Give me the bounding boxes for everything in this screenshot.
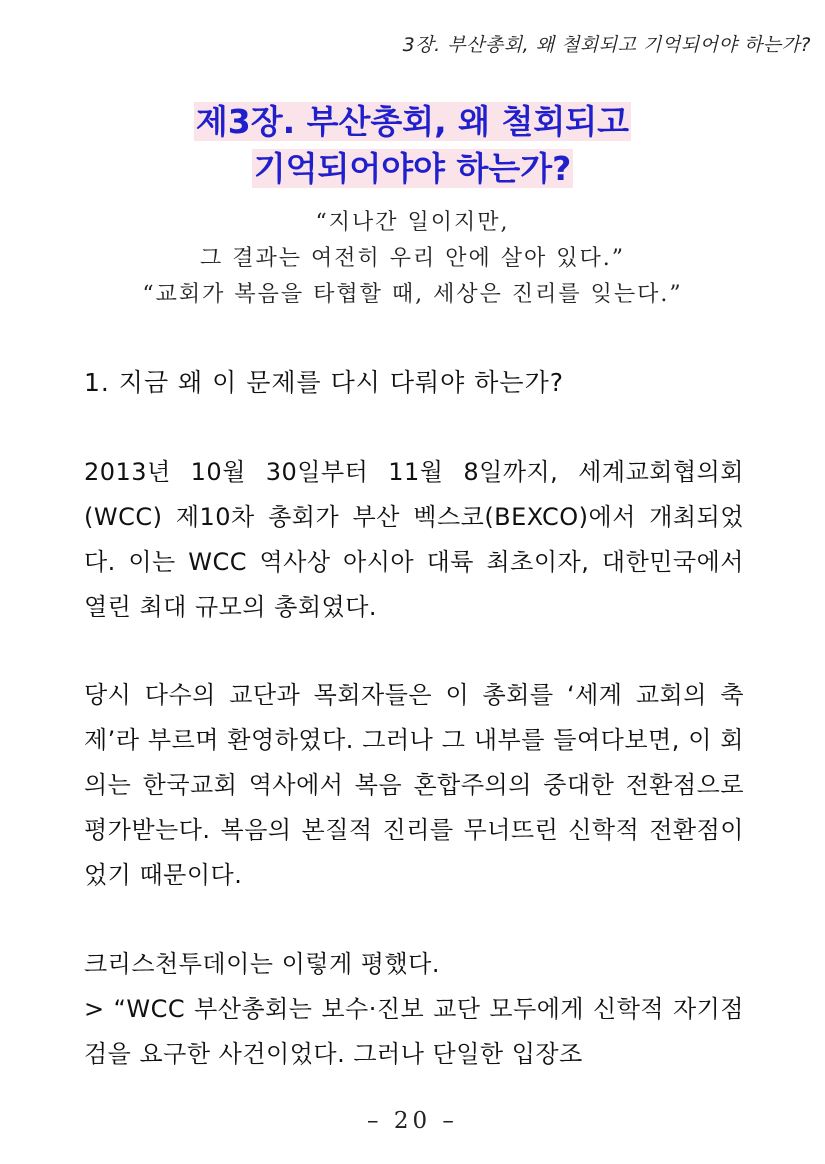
section-heading: 1. 지금 왜 이 문제를 다시 다뤄야 하는가?	[84, 368, 565, 397]
chapter-title-line1	[0, 98, 825, 145]
page-number: – 20 –	[367, 1108, 458, 1134]
chapter-title-line1-text: 제3장. 부산총회, 왜 철회되고	[195, 102, 630, 141]
epigraph-line2: 그 결과는 여전히 우리 안에 살아 있다.”	[200, 246, 625, 271]
body-paragraph-1: 2013년 10월 30일부터 11월 8일까지, 세계교회협의회(WCC) 제10차 총회가 부산 벡스코(BEXCO)에서 개최되었다. 이는 WCC 역사상 아시아 대륙 최초이자, 대한민국에서 열린 최대 규모의 총회였다.	[84, 458, 744, 621]
body-paragraph-3	[84, 942, 744, 1077]
chapter-title	[0, 98, 825, 192]
chapter-title-line2-text: 기억되어야야 하는가?	[253, 149, 572, 188]
epigraph-line1: “지나간 일이지만,	[315, 210, 510, 235]
body-paragraph-3-quote: > “WCC 부산총회는 보수·진보 교단 모두에게 신학적 자기점검을 요구한 사건이었다. 그러나 단일한 입장조	[84, 995, 744, 1068]
body-paragraph-2: 당시 다수의 교단과 목회자들은 이 총회를 ‘세계 교회의 축제’라 부르며 환영하였다. 그러나 그 내부를 들여다보면, 이 회의는 한국교회 역사에서 복음 혼합주의의 중대한 전환점으로 평가받는다. 복음의 본질적 진리를 무너뜨린 신학적 전환점이었기 때문이다.	[84, 681, 744, 889]
epigraph-line3: “교회가 복음을 타협할 때, 세상은 진리를 잊는다.”	[142, 282, 683, 307]
body-paragraph-3-intro: 크리스천투데이는 이렇게 평했다.	[84, 950, 440, 978]
epigraph	[0, 205, 825, 313]
running-header: 3장. 부산총회, 왜 철회되고 기억되어야 하는가?	[402, 34, 811, 56]
chapter-title-line2	[0, 145, 825, 192]
